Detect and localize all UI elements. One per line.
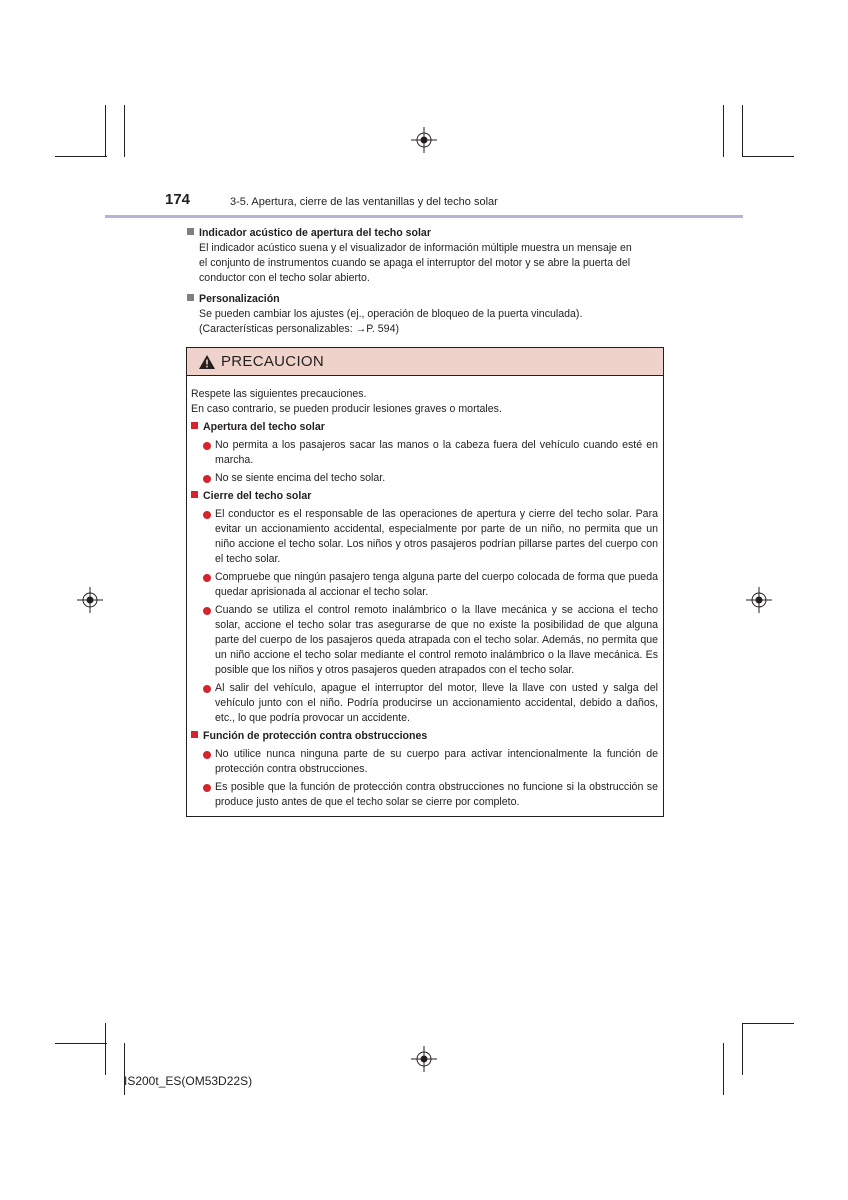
body-line: El indicador acústico suena y el visualizador de información múltiple muestra un mensaje en [199, 242, 632, 254]
page-number: 174 [165, 191, 191, 208]
registration-mark-icon [746, 587, 772, 613]
caution-box [186, 347, 664, 817]
red-dot-icon [203, 574, 211, 582]
group-title: Apertura del techo solar [191, 420, 658, 435]
red-dot-icon [203, 607, 211, 615]
red-dot-icon [203, 784, 211, 792]
red-dot-icon [203, 475, 211, 483]
red-dot-icon [203, 685, 211, 693]
bullet-item: Es posible que la función de protección contra obstrucciones no funcione si la obstrucción se produce justo antes de que el techo solar se cierre por completo. [191, 780, 658, 810]
body-line: conductor con el techo solar abierto. [199, 272, 370, 284]
red-dot-icon [203, 511, 211, 519]
section-title: Indicador acústico de apertura del techo solar [187, 226, 667, 241]
red-square-bullet-icon [191, 731, 198, 738]
section-title: Personalización [187, 292, 667, 307]
section-buzzer [187, 226, 667, 286]
caution-label: PRECAUCION [221, 353, 325, 370]
intro-line: Respete las siguientes precauciones. [191, 388, 367, 400]
group-title: Función de protección contra obstrucciones [191, 729, 658, 744]
body-line: el conjunto de instrumentos cuando se apaga el interruptor del motor y se abre la puerta del [199, 257, 631, 269]
intro-line: En caso contrario, se pueden producir lesiones graves o mortales. [191, 403, 502, 415]
bullet-item: El conductor es el responsable de las operaciones de apertura y cierre del techo solar. Para evitar un accionamiento accidental, especialmente por parte de un niño, no permita que un niño accione el techo solar. Los niños y otros pasajeros podrían pillarse partes del cuerpo con el techo solar. [191, 507, 658, 567]
bullet-item: Al salir del vehículo, apague el interruptor del motor, lleve la llave con usted y salga del vehículo junto con el niño. Podría producirse un accionamiento accidental, debido a daños, etc., lo que podría provocar un accidente. [191, 681, 658, 726]
red-square-bullet-icon [191, 491, 198, 498]
caution-intro [191, 387, 658, 417]
chapter-title: 3-5. Apertura, cierre de las ventanillas y del techo solar [230, 196, 498, 208]
bullet-item: Compruebe que ningún pasajero tenga alguna parte del cuerpo colocada de forma que pueda quedar aprisionada al accionar el techo solar. [191, 570, 658, 600]
section-customization [187, 292, 667, 337]
body-line: Se pueden cambiar los ajustes (ej., operación de bloqueo de la puerta vinculada). [199, 308, 583, 320]
caution-body [187, 376, 663, 810]
section-body [187, 241, 667, 286]
registration-mark-icon [77, 587, 103, 613]
square-bullet-icon [187, 294, 194, 301]
registration-mark-icon [411, 1046, 437, 1072]
red-dot-icon [203, 442, 211, 450]
header-rule [105, 215, 743, 218]
warning-triangle-icon [199, 355, 215, 369]
registration-mark-icon [411, 127, 437, 153]
square-bullet-icon [187, 228, 194, 235]
section-body [187, 307, 667, 337]
bullet-item: Cuando se utiliza el control remoto inalámbrico o la llave mecánica y se acciona el techo solar, accione el techo solar tras asegurarse de que no existe la posibilidad de que alguna parte del cuerpo de los pasajeros queda atrapada con el techo solar. Además, no permita que un niño accione el techo solar mediante el control remoto inalámbrico o la llave mecánica. Es posible que los niños y otros pasajeros queden atrapados con el techo solar. [191, 603, 658, 678]
caution-header [187, 348, 663, 376]
bullet-item: No permita a los pasajeros sacar las manos o la cabeza fuera del vehículo cuando esté en marcha. [191, 438, 658, 468]
red-dot-icon [203, 751, 211, 759]
bullet-item: No utilice nunca ninguna parte de su cuerpo para activar intencionalmente la función de protección contra obstrucciones. [191, 747, 658, 777]
bullet-item: No se siente encima del techo solar. [191, 471, 658, 486]
document-code: IS200t_ES(OM53D22S) [124, 1074, 253, 1088]
group-title: Cierre del techo solar [191, 489, 658, 504]
red-square-bullet-icon [191, 422, 198, 429]
body-line: (Características personalizables: →P. 594) [199, 323, 399, 335]
